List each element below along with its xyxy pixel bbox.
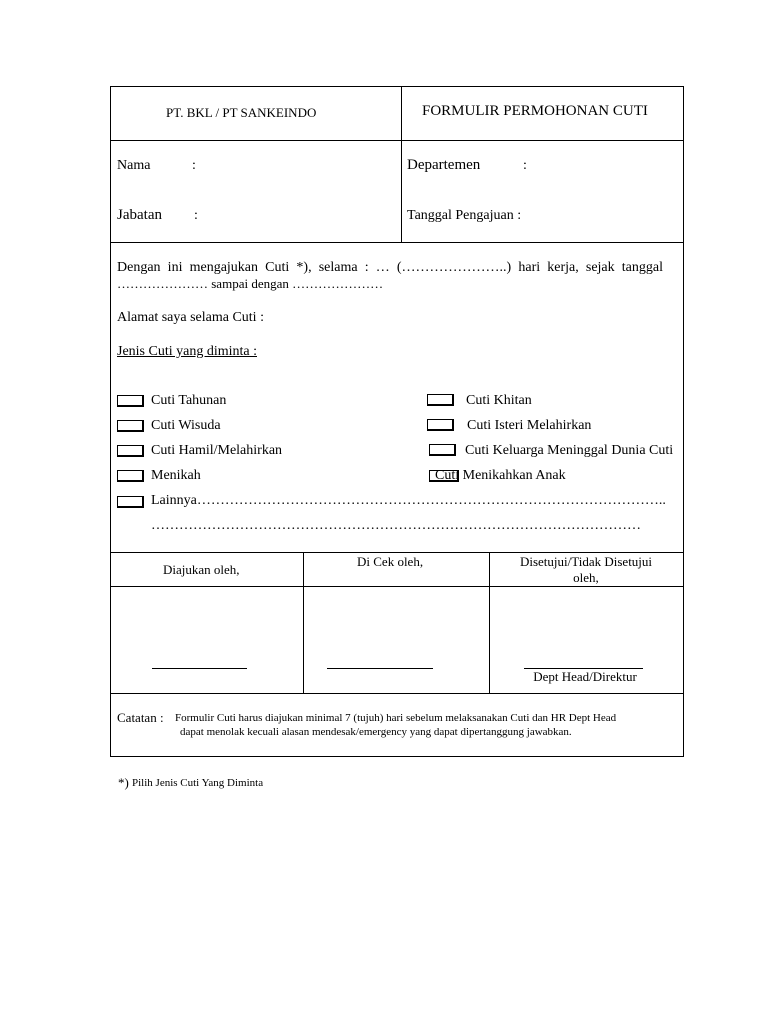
leave-option-label: Cuti Isteri Melahirkan [467,418,592,433]
leave-option-lainnya: Lainnya……………………………………………………………………………………….. [151,493,666,508]
diajukan-oleh-label: Diajukan oleh, [163,562,240,577]
footnote-text: Pilih Jenis Cuti Yang Diminta [132,777,264,789]
disetujui-label-line-1: Disetujui/Tidak Disetujui [519,554,653,569]
notes-top-rule [111,693,683,694]
signature-top-rule [111,552,683,553]
company-name: PT. BKL / PT SANKEINDO [166,105,317,120]
leave-option-label: Cuti Khitan [466,393,532,408]
footnote-marker: *) [118,775,129,790]
header-bottom-rule [111,140,683,141]
checkbox-cuti-isteri-melahirkan[interactable] [427,419,454,431]
dicek-oleh-label: Di Cek oleh, [357,554,424,569]
leave-option-label: Cuti Hamil/Melahirkan [151,443,283,458]
identity-bottom-rule [111,242,683,243]
departemen-label: Departemen [407,157,481,173]
header-divider [401,87,402,242]
address-label: Alamat saya selama Cuti : [117,310,264,325]
approver-role-label: Dept Head/Direktur [533,669,637,684]
leave-option-lainnya-continued: …………………………………………………………………………………………… [151,518,641,533]
checkbox-cuti-keluarga-meninggal[interactable] [429,444,456,456]
checkbox-cuti-tahunan[interactable] [117,395,144,407]
checkbox-menikah[interactable] [117,470,144,482]
signature-line-checker[interactable] [327,668,433,669]
leave-option-label: Cuti Wisuda [151,418,221,433]
notes-line-1: Formulir Cuti harus diajukan minimal 7 (tujuh) hari sebelum melaksanakan Cuti dan HR Dept Head [175,712,617,724]
request-line-1: Dengan ini mengajukan Cuti *), selama : … (…………………..) hari kerja, sejak tanggal [117,260,663,275]
leave-option-label: Cuti Tahunan [151,393,227,408]
request-line-2: ………………… sampai dengan ………………… [117,276,384,291]
departemen-colon: : [523,158,527,173]
leave-request-form [110,86,684,757]
disetujui-label-line-2: oleh, [573,570,599,585]
checkbox-cuti-khitan[interactable] [427,394,454,406]
leave-option-label: Cuti Keluarga Meninggal Dunia Cuti [465,443,674,458]
checkbox-lainnya[interactable] [117,496,144,508]
checkbox-cuti-hamil[interactable] [117,445,144,457]
leave-option-label: Cuti Menikahkan Anak [435,468,566,483]
form-title: FORMULIR PERMOHONAN CUTI [422,103,648,119]
tanggal-pengajuan-label: Tanggal Pengajuan : [407,208,522,223]
jabatan-colon: : [194,208,198,223]
signature-divider-1 [303,552,304,693]
notes-label: Catatan : [117,710,164,725]
nama-label: Nama [117,158,151,173]
leave-option-label: Menikah [151,468,201,483]
nama-colon: : [192,158,196,173]
leave-type-heading: Jenis Cuti yang diminta : [117,344,257,359]
signature-line-applicant[interactable] [152,668,247,669]
notes-line-2: dapat menolak kecuali alasan mendesak/emergency yang dapat dipertanggung jawabkan. [180,726,572,738]
checkbox-cuti-wisuda[interactable] [117,420,144,432]
signature-header-rule [111,586,683,587]
jabatan-label: Jabatan [117,207,162,223]
